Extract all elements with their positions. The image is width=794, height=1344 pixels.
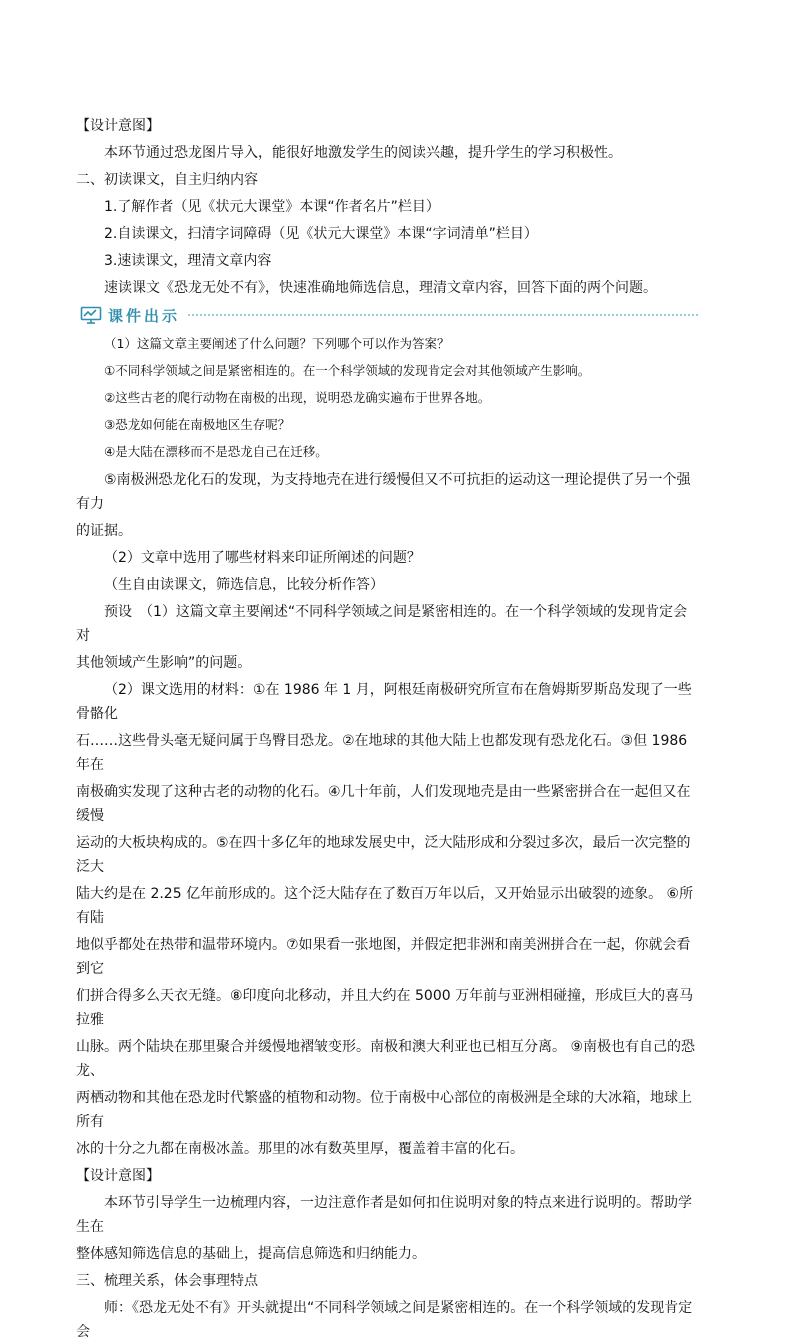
option-3: ③恐龙如何能在南极地区生存呢？ [104,417,291,432]
option-5-line-1: ⑤南极洲恐龙化石的发现，为支持地壳在进行缓慢但又不可抗拒的运动这一理论提供了另一个强有力 [76,472,691,512]
question-1: （1）这篇文章主要阐述了什么问题？下列哪个可以作为答案？ [104,336,450,351]
step-3-instruction: 速读课文《恐龙无处不有》，快速准确地筛选信息，理清文章内容，回答下面的两个问题。 [104,280,657,296]
option-2: ②这些古老的爬行动物在南极的出现，说明恐龙确实遍布于世界各地。 [104,390,491,405]
design-intent-heading-1: 【设计意图】 [76,118,160,134]
design-intent-text-2b: 整体感知筛选信息的基础上，提高信息筛选和归纳能力。 [76,1246,426,1262]
preset-line-1: 预设 （1）这篇文章主要阐述“不同科学领域之间是紧密相连的。在一个科学领域的发现肯定会对 [76,604,688,644]
materials-line-2: 石……这些骨头毫无疑问属于鸟臀目恐龙。②在地球的其他大陆上也都发现有恐龙化石。③但 1986 年在 [76,733,688,773]
design-intent-text-2a: 本环节引导学生一边梳理内容，一边注意作者是如何扣住说明对象的特点来进行说明的。帮助学生在 [76,1195,692,1235]
materials-line-10: 冰的十分之九都在南极冰盖。那里的冰有数英里厚，覆盖着丰富的化石。 [76,1141,524,1157]
option-1: ①不同科学领域之间是紧密相连的。在一个科学领域的发现肯定会对其他领域产生影响。 [104,363,591,378]
step-3: 3.速读课文，理清文章内容 [104,253,272,269]
option-5-line-2: 的证据。 [76,523,132,539]
materials-line-6: 地似乎都处在热带和温带环境内。⑦如果看一张地图，并假定把非洲和南美洲拼合在一起，你就会看到它 [76,937,691,977]
materials-line-3: 南极确实发现了这种古老的动物的化石。④几十年前，人们发现地壳是由一些紧密拼合在一起但又在缓慢 [76,784,691,824]
teacher-line: 师：《恐龙无处不有》开头就提出“不同科学领域之间是紧密相连的。在一个科学领域的发现肯定会 [76,1300,693,1340]
materials-line-7: 们拼合得多么天衣无缝。⑧印度向北移动，并且大约在 5000 万年前与亚洲相碰撞，形成巨大的喜马拉雅 [76,988,694,1028]
materials-line-1: （2）课文选用的材料：①在 1986 年 1 月，阿根廷南极研究所宣布在詹姆斯罗斯岛发现了一些骨骼化 [76,682,692,722]
preset-line-2: 其他领域产生影响”的问题。 [76,655,252,671]
section-2-heading: 二、初读课文，自主归纳内容 [76,172,258,188]
materials-line-8: 山脉。两个陆块在那里聚合并缓慢地褶皱变形。南极和澳大利亚也已相互分离。 ⑨南极也有自己的恐龙、 [76,1039,695,1079]
banner-divider [188,314,698,316]
design-intent-heading-2: 【设计意图】 [76,1168,160,1184]
materials-line-4: 运动的大板块构成的。⑤在四十多亿年的地球发展史中，泛大陆形成和分裂过多次，最后一次完整的泛大 [76,835,691,875]
option-4: ④是大陆在漂移而不是恐龙自己在迁移。 [104,444,328,459]
materials-line-9: 两栖动物和其他在恐龙时代繁盛的植物和动物。位于南极中心部位的南极洲是全球的大冰箱，地球上所有 [76,1090,692,1130]
question-2: （2）文章中选用了哪些材料来印证所阐述的问题？ [104,550,421,566]
courseware-banner-title: 课件出示 [108,306,181,325]
courseware-banner [80,303,698,327]
section-3-heading: 三、梳理关系，体会事理特点 [76,1273,258,1289]
question-2-note: （生自由读课文，筛选信息，比较分析作答） [104,577,384,593]
presentation-icon [80,306,102,324]
step-2: 2.自读课文，扫清字词障碍（见《状元大课堂》本课“字词清单”栏目） [104,226,538,242]
materials-line-5: 陆大约是在 2.25 亿年前形成的。这个泛大陆存在了数百万年以后，又开始显示出破裂的迹象。 ⑥所有陆 [76,886,694,926]
design-intent-text-1: 本环节通过恐龙图片导入，能很好地激发学生的阅读兴趣，提升学生的学习积极性。 [104,145,622,161]
step-1: 1.了解作者（见《状元大课堂》本课“作者名片”栏目） [104,199,440,215]
